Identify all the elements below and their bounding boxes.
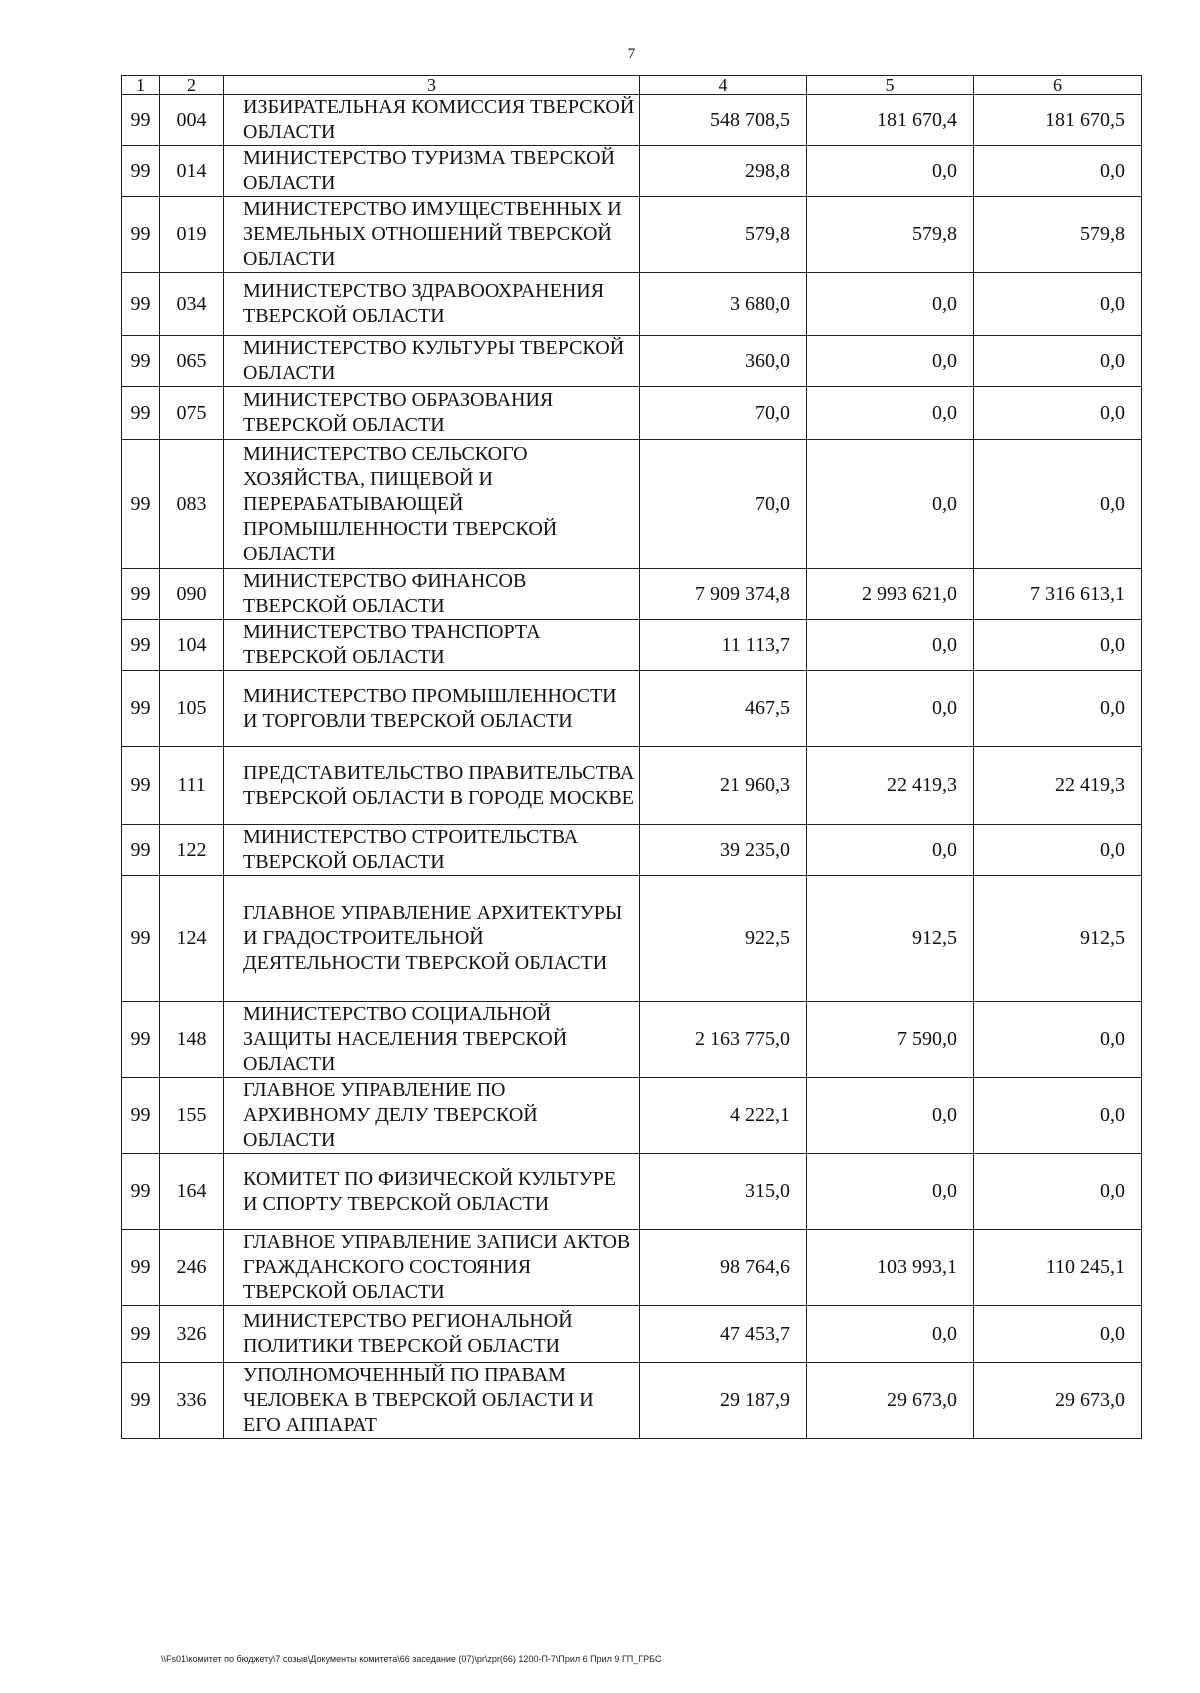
cell-value-5: 0,0 [807,825,974,876]
cell-value-4: 467,5 [640,671,807,747]
cell-section: 99 [122,146,160,197]
cell-value-4: 298,8 [640,146,807,197]
cell-value-5: 0,0 [807,273,974,336]
cell-value-5: 0,0 [807,671,974,747]
table-row [122,146,1142,197]
table-header-row [122,76,1142,95]
cell-code: 326 [160,1306,224,1363]
cell-code: 034 [160,273,224,336]
table-row [122,197,1142,273]
cell-organization: МИНИСТЕРСТВО РЕГИОНАЛЬНОЙ ПОЛИТИКИ ТВЕРСКОЙ ОБЛАСТИ [224,1306,640,1363]
cell-section: 99 [122,197,160,273]
header-cell: 4 [640,76,807,95]
cell-section: 99 [122,747,160,825]
table-row [122,440,1142,569]
cell-value-4: 548 708,5 [640,95,807,146]
cell-section: 99 [122,273,160,336]
cell-code: 164 [160,1154,224,1230]
table-row [122,747,1142,825]
cell-organization: МИНИСТЕРСТВО ТУРИЗМА ТВЕРСКОЙ ОБЛАСТИ [224,146,640,197]
cell-value-6: 0,0 [974,671,1142,747]
cell-value-6: 29 673,0 [974,1363,1142,1439]
cell-code: 336 [160,1363,224,1439]
cell-value-6: 0,0 [974,387,1142,440]
header-cell: 5 [807,76,974,95]
table-row [122,825,1142,876]
cell-value-4: 315,0 [640,1154,807,1230]
cell-value-6: 0,0 [974,273,1142,336]
footer-file-path: \\Fs01\комитет по бюджету\7 созыв\Документы комитета\66 заседание (07)\pr\zpr(66) 1200-П-7\Прил 6 Прил 9 ГП_ГРБС [161,1654,662,1664]
header-cell: 6 [974,76,1142,95]
cell-code: 155 [160,1078,224,1154]
cell-value-5: 579,8 [807,197,974,273]
cell-value-4: 21 960,3 [640,747,807,825]
cell-code: 105 [160,671,224,747]
cell-organization: УПОЛНОМОЧЕННЫЙ ПО ПРАВАМ ЧЕЛОВЕКА В ТВЕРСКОЙ ОБЛАСТИ И ЕГО АППАРАТ [224,1363,640,1439]
cell-code: 246 [160,1230,224,1306]
cell-value-6: 0,0 [974,1078,1142,1154]
cell-value-4: 579,8 [640,197,807,273]
cell-value-4: 47 453,7 [640,1306,807,1363]
table-row [122,620,1142,671]
cell-value-5: 7 590,0 [807,1002,974,1078]
cell-value-5: 103 993,1 [807,1230,974,1306]
cell-value-5: 0,0 [807,146,974,197]
table-row [122,95,1142,146]
cell-code: 111 [160,747,224,825]
cell-value-4: 29 187,9 [640,1363,807,1439]
cell-value-6: 0,0 [974,1306,1142,1363]
cell-value-4: 7 909 374,8 [640,569,807,620]
cell-value-5: 0,0 [807,1154,974,1230]
cell-value-4: 70,0 [640,440,807,569]
cell-section: 99 [122,876,160,1002]
cell-value-6: 0,0 [974,1154,1142,1230]
cell-value-5: 0,0 [807,440,974,569]
cell-section: 99 [122,440,160,569]
cell-value-4: 2 163 775,0 [640,1002,807,1078]
cell-section: 99 [122,1078,160,1154]
cell-value-6: 0,0 [974,1002,1142,1078]
cell-value-4: 922,5 [640,876,807,1002]
budget-table [121,75,1142,1439]
cell-value-6: 22 419,3 [974,747,1142,825]
cell-section: 99 [122,1230,160,1306]
cell-code: 090 [160,569,224,620]
cell-organization: МИНИСТЕРСТВО СОЦИАЛЬНОЙ ЗАЩИТЫ НАСЕЛЕНИЯ ТВЕРСКОЙ ОБЛАСТИ [224,1002,640,1078]
cell-organization: ПРЕДСТАВИТЕЛЬСТВО ПРАВИТЕЛЬСТВА ТВЕРСКОЙ ОБЛАСТИ В ГОРОДЕ МОСКВЕ [224,747,640,825]
header-cell: 2 [160,76,224,95]
cell-code: 004 [160,95,224,146]
cell-value-5: 181 670,4 [807,95,974,146]
cell-section: 99 [122,387,160,440]
cell-section: 99 [122,1363,160,1439]
cell-value-5: 0,0 [807,1078,974,1154]
table-row [122,387,1142,440]
cell-organization: ГЛАВНОЕ УПРАВЛЕНИЕ ЗАПИСИ АКТОВ ГРАЖДАНСКОГО СОСТОЯНИЯ ТВЕРСКОЙ ОБЛАСТИ [224,1230,640,1306]
cell-code: 122 [160,825,224,876]
page-number: 7 [627,46,636,62]
cell-value-4: 11 113,7 [640,620,807,671]
cell-section: 99 [122,95,160,146]
cell-value-4: 4 222,1 [640,1078,807,1154]
cell-value-5: 0,0 [807,620,974,671]
table-row [122,1306,1142,1363]
cell-value-6: 0,0 [974,146,1142,197]
cell-organization: МИНИСТЕРСТВО СЕЛЬСКОГО ХОЗЯЙСТВА, ПИЩЕВОЙ И ПЕРЕРАБАТЫВАЮЩЕЙ ПРОМЫШЛЕННОСТИ ТВЕРСКОЙ ОБЛАСТИ [224,440,640,569]
cell-code: 083 [160,440,224,569]
cell-organization: МИНИСТЕРСТВО ЗДРАВООХРАНЕНИЯ ТВЕРСКОЙ ОБЛАСТИ [224,273,640,336]
cell-organization: МИНИСТЕРСТВО КУЛЬТУРЫ ТВЕРСКОЙ ОБЛАСТИ [224,336,640,387]
table-row [122,1230,1142,1306]
cell-value-6: 0,0 [974,336,1142,387]
cell-code: 019 [160,197,224,273]
cell-organization: КОМИТЕТ ПО ФИЗИЧЕСКОЙ КУЛЬТУРЕ И СПОРТУ ТВЕРСКОЙ ОБЛАСТИ [224,1154,640,1230]
table-row [122,569,1142,620]
cell-value-5: 29 673,0 [807,1363,974,1439]
cell-value-6: 0,0 [974,620,1142,671]
table-row [122,1002,1142,1078]
cell-section: 99 [122,1154,160,1230]
cell-value-4: 3 680,0 [640,273,807,336]
cell-value-6: 912,5 [974,876,1142,1002]
table-row [122,671,1142,747]
cell-value-6: 0,0 [974,825,1142,876]
cell-code: 124 [160,876,224,1002]
cell-value-5: 0,0 [807,387,974,440]
cell-section: 99 [122,671,160,747]
cell-value-4: 70,0 [640,387,807,440]
cell-section: 99 [122,1002,160,1078]
cell-value-5: 912,5 [807,876,974,1002]
cell-section: 99 [122,825,160,876]
cell-organization: ГЛАВНОЕ УПРАВЛЕНИЕ ПО АРХИВНОМУ ДЕЛУ ТВЕРСКОЙ ОБЛАСТИ [224,1078,640,1154]
cell-code: 148 [160,1002,224,1078]
table-row [122,1363,1142,1439]
cell-organization: МИНИСТЕРСТВО ТРАНСПОРТА ТВЕРСКОЙ ОБЛАСТИ [224,620,640,671]
cell-organization: МИНИСТЕРСТВО ПРОМЫШЛЕННОСТИ И ТОРГОВЛИ ТВЕРСКОЙ ОБЛАСТИ [224,671,640,747]
cell-section: 99 [122,336,160,387]
cell-section: 99 [122,1306,160,1363]
cell-value-6: 181 670,5 [974,95,1142,146]
cell-value-5: 22 419,3 [807,747,974,825]
table-row [122,273,1142,336]
cell-value-6: 0,0 [974,440,1142,569]
cell-code: 075 [160,387,224,440]
cell-organization: МИНИСТЕРСТВО ИМУЩЕСТВЕННЫХ И ЗЕМЕЛЬНЫХ ОТНОШЕНИЙ ТВЕРСКОЙ ОБЛАСТИ [224,197,640,273]
cell-section: 99 [122,620,160,671]
cell-value-6: 7 316 613,1 [974,569,1142,620]
table-row [122,1078,1142,1154]
header-cell: 3 [224,76,640,95]
cell-code: 065 [160,336,224,387]
cell-organization: МИНИСТЕРСТВО ОБРАЗОВАНИЯ ТВЕРСКОЙ ОБЛАСТИ [224,387,640,440]
cell-value-4: 360,0 [640,336,807,387]
cell-value-5: 0,0 [807,336,974,387]
cell-organization: МИНИСТЕРСТВО СТРОИТЕЛЬСТВА ТВЕРСКОЙ ОБЛАСТИ [224,825,640,876]
cell-value-5: 0,0 [807,1306,974,1363]
table-row [122,1154,1142,1230]
cell-organization: ИЗБИРАТЕЛЬНАЯ КОМИССИЯ ТВЕРСКОЙ ОБЛАСТИ [224,95,640,146]
cell-value-6: 110 245,1 [974,1230,1142,1306]
header-cell: 1 [122,76,160,95]
cell-value-4: 39 235,0 [640,825,807,876]
cell-section: 99 [122,569,160,620]
cell-value-4: 98 764,6 [640,1230,807,1306]
table-row [122,876,1142,1002]
table-row [122,336,1142,387]
cell-organization: МИНИСТЕРСТВО ФИНАНСОВ ТВЕРСКОЙ ОБЛАСТИ [224,569,640,620]
cell-code: 014 [160,146,224,197]
cell-value-5: 2 993 621,0 [807,569,974,620]
cell-organization: ГЛАВНОЕ УПРАВЛЕНИЕ АРХИТЕКТУРЫ И ГРАДОСТРОИТЕЛЬНОЙ ДЕЯТЕЛЬНОСТИ ТВЕРСКОЙ ОБЛАСТИ [224,876,640,1002]
cell-code: 104 [160,620,224,671]
cell-value-6: 579,8 [974,197,1142,273]
